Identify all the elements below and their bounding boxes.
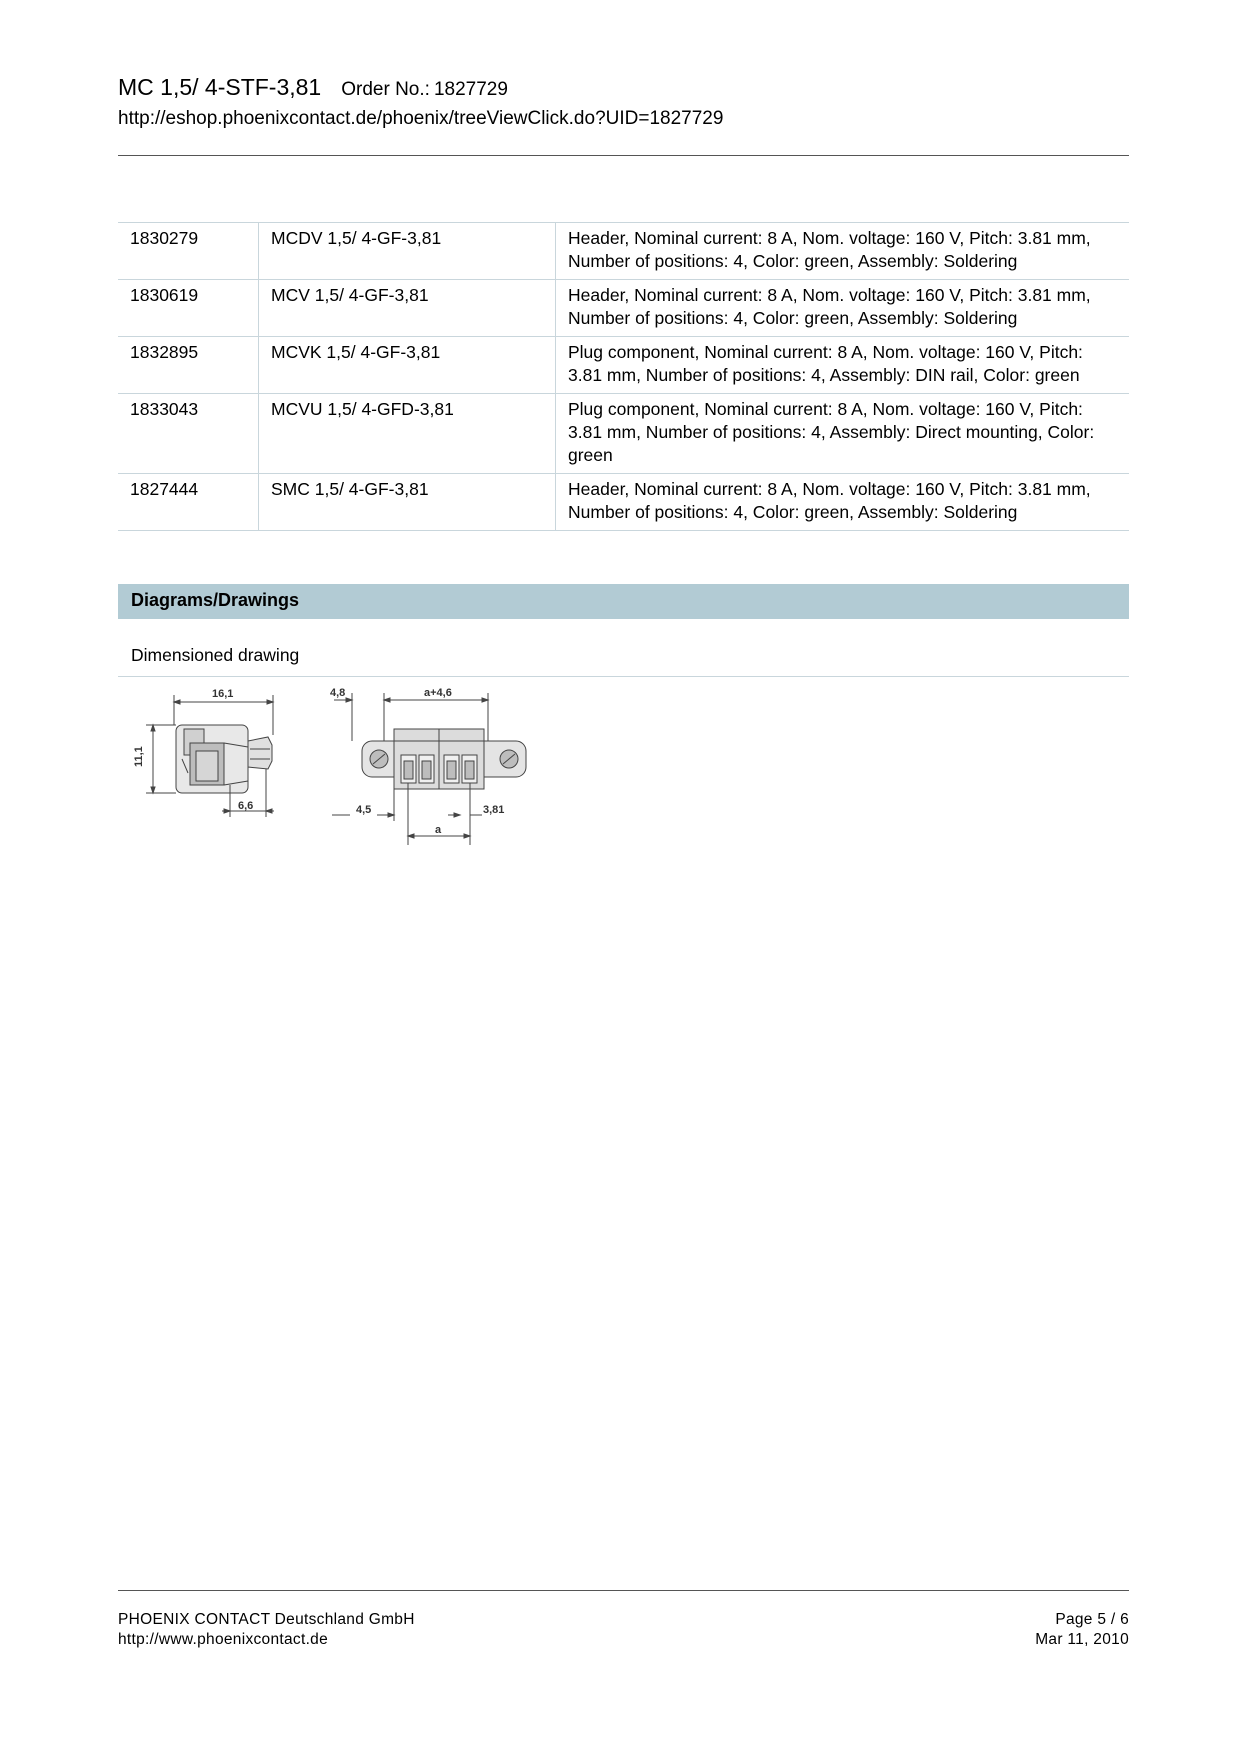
footer-divider: [118, 1590, 1129, 1591]
subtitle-divider: [118, 676, 1129, 677]
type-cell: MCVU 1,5/ 4-GFD-3,81: [259, 394, 556, 474]
type-cell: SMC 1,5/ 4-GF-3,81: [259, 474, 556, 531]
order-no-cell: 1830279: [118, 223, 259, 280]
section-header: [118, 584, 1129, 619]
product-name: MC 1,5/ 4-STF-3,81: [118, 74, 322, 100]
dim-4-8: 4,8: [330, 687, 346, 699]
dim-a-plus-4-6: a+4,6: [424, 687, 452, 699]
type-cell: MCV 1,5/ 4-GF-3,81: [259, 280, 556, 337]
footer-right: [1035, 1610, 1129, 1650]
description-cell: Header, Nominal current: 8 A, Nom. voltage: 160 V, Pitch: 3.81 mm, Number of positions: 4, Color: green, Assembly: Soldering: [556, 474, 1130, 531]
dim-16-1: 16,1: [212, 688, 234, 700]
order-no-cell: 1832895: [118, 337, 259, 394]
order-label: Order No.:: [341, 79, 430, 100]
description-cell: Plug component, Nominal current: 8 A, Nom. voltage: 160 V, Pitch: 3.81 mm, Number of positions: 4, Assembly: DIN rail, Color: green: [556, 337, 1130, 394]
dim-4-5: 4,5: [356, 804, 372, 816]
page-number: Page 5 / 6: [1055, 1611, 1129, 1628]
table-row: [118, 337, 1129, 394]
description-cell: Header, Nominal current: 8 A, Nom. voltage: 160 V, Pitch: 3.81 mm, Number of positions: 4, Color: green, Assembly: Soldering: [556, 223, 1130, 280]
order-no-cell: 1827444: [118, 474, 259, 531]
front-view: [332, 693, 526, 845]
dim-6-6: 6,6: [238, 800, 254, 812]
order-number: 1827729: [433, 79, 508, 100]
table-row: [118, 280, 1129, 337]
accessories-table: [118, 222, 1129, 531]
footer-left: [118, 1610, 415, 1650]
document-date: Mar 11, 2010: [1035, 1631, 1129, 1648]
dim-11-1: 11,1: [133, 746, 145, 767]
side-view: [146, 695, 274, 817]
title-line: [118, 74, 1128, 100]
section-title: Diagrams/Drawings: [131, 590, 300, 610]
company-website[interactable]: http://www.phoenixcontact.de: [118, 1631, 329, 1648]
description-cell: Header, Nominal current: 8 A, Nom. voltage: 160 V, Pitch: 3.81 mm, Number of positions: 4, Color: green, Assembly: Soldering: [556, 280, 1130, 337]
table-row: [118, 394, 1129, 474]
dim-3-81: 3,81: [483, 804, 505, 816]
type-cell: MCVK 1,5/ 4-GF-3,81: [259, 337, 556, 394]
document-header: [118, 74, 1128, 130]
order-no-cell: 1833043: [118, 394, 259, 474]
type-cell: MCDV 1,5/ 4-GF-3,81: [259, 223, 556, 280]
drawing-subtitle: Dimensioned drawing: [131, 645, 300, 665]
table-row: [118, 223, 1129, 280]
header-divider: [118, 155, 1129, 156]
table-row: [118, 474, 1129, 531]
description-cell: Plug component, Nominal current: 8 A, Nom. voltage: 160 V, Pitch: 3.81 mm, Number of positions: 4, Assembly: Direct mounting, Color: green: [556, 394, 1130, 474]
company-name: PHOENIX CONTACT Deutschland GmbH: [118, 1611, 415, 1628]
order-no-cell: 1830619: [118, 280, 259, 337]
dimensioned-drawing: [118, 685, 538, 855]
product-url[interactable]: http://eshop.phoenixcontact.de/phoenix/treeViewClick.do?UID=1827729: [118, 108, 724, 129]
dim-a: a: [435, 824, 442, 836]
